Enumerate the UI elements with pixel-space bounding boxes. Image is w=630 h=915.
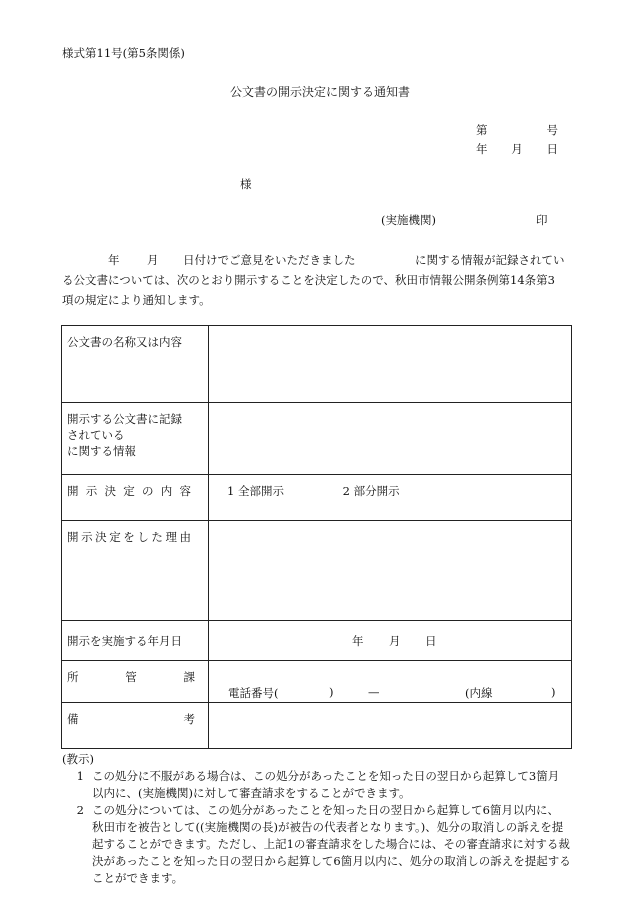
- seal-mark: 印: [536, 213, 548, 227]
- body-day-text: 日付けでご意見をいただきました: [183, 253, 356, 267]
- addressee-suffix: 様: [240, 177, 252, 191]
- label-char: 示: [81, 530, 93, 544]
- row-implementation-date: [62, 621, 572, 661]
- document-title: 公文書の開示決定に関する通知書: [230, 85, 411, 99]
- label-char: た: [151, 530, 163, 544]
- date-year: 年: [476, 142, 488, 156]
- label-responsible-section: [62, 661, 209, 703]
- row-remarks: [62, 703, 572, 749]
- phone-dash: —: [368, 685, 380, 699]
- label-disclosed-info: [62, 403, 209, 475]
- label-implementation-date: 開示を実施する年月日: [62, 621, 209, 661]
- body-line-1: [62, 250, 572, 270]
- label-char: 決: [104, 484, 116, 498]
- label-char: 定: [109, 530, 121, 544]
- number-prefix: 第: [476, 123, 488, 137]
- instruction-text: [92, 768, 577, 802]
- label-char: 由: [179, 530, 191, 544]
- body-year: 年: [108, 253, 120, 267]
- instruction-line: 決があったことを知った日の翌日から起算して6箇月以内に、処分の取消しの訴えを提起する: [92, 854, 571, 868]
- value-disclosed-info[interactable]: [209, 403, 572, 475]
- label-remarks: [62, 703, 209, 749]
- row-decision-content: [62, 475, 572, 521]
- impl-year: 年: [352, 634, 364, 648]
- instruction-line: 秋田市を被告として((実施機関の長)が被告の代表者となります。)、処分の取消しの訴えを提: [92, 820, 564, 834]
- row-disclosed-info: [62, 403, 572, 475]
- label-disclosed-info-line-3: に関する情報: [67, 444, 136, 458]
- label-char: 決: [95, 530, 107, 544]
- instruction-text: [92, 802, 577, 887]
- notice-body: [62, 250, 572, 310]
- instruction-line: 以内に、(実施機関)に対して審査請求をすることができます。: [92, 786, 411, 800]
- extension-label: (内線: [465, 686, 493, 700]
- label-char: 管: [125, 670, 137, 684]
- phone-close-paren: ): [329, 685, 334, 699]
- issuer: (実施機関): [381, 213, 436, 227]
- label-document-name: 公文書の名称又は内容: [62, 326, 209, 403]
- label-char: 理: [165, 530, 177, 544]
- label-char: 開: [67, 484, 79, 498]
- label-decision-content-text: [67, 483, 191, 499]
- body-line1-rest: に関する情報が記録されてい: [415, 253, 565, 267]
- label-char: を: [123, 530, 135, 544]
- number-suffix: 号: [546, 123, 558, 137]
- label-disclosed-info-line-1: 開示する公文書に記録: [67, 412, 182, 426]
- label-responsible-section-text: [67, 669, 195, 685]
- extension-close-paren: ): [551, 685, 556, 699]
- label-char: 備: [67, 712, 79, 726]
- disclosure-table: [61, 325, 572, 749]
- label-char: 内: [160, 484, 173, 498]
- implementation-date-fields: [209, 633, 571, 649]
- phone-label: 電話番号(: [228, 686, 279, 700]
- label-char: 考: [183, 712, 195, 726]
- label-decision-reason: [62, 521, 209, 621]
- date-line: [476, 141, 558, 157]
- value-responsible-section[interactable]: [209, 661, 572, 703]
- body-line-3: 項の規定により通知します。: [62, 293, 211, 307]
- instruction-line: この処分については、この処分があったことを知った日の翌日から起算して6箇月以内に、: [92, 803, 559, 817]
- instruction-line: この処分に不服がある場合は、この処分があったことを知った日の翌日から起算して3箇月: [92, 769, 560, 783]
- document-number-line: [476, 122, 558, 138]
- label-remarks-text: [67, 711, 195, 727]
- value-implementation-date[interactable]: [209, 621, 572, 661]
- impl-month: 月: [389, 634, 401, 648]
- body-line-2: る公文書については、次のとおり開示することを決定したので、秋田市情報公開条例第14条第3: [62, 273, 555, 287]
- body-month: 月: [147, 253, 159, 267]
- impl-day: 日: [425, 634, 437, 648]
- label-char: 所: [67, 670, 79, 684]
- instruction-number: 1: [76, 769, 84, 783]
- label-char: 開: [67, 530, 79, 544]
- label-char: し: [137, 530, 149, 544]
- phone-number-line: [209, 685, 571, 701]
- instructions: [62, 751, 577, 887]
- label-char: 示: [85, 484, 98, 498]
- value-decision-reason[interactable]: [209, 521, 572, 621]
- instruction-line: 起することができます。ただし、上記1の審査請求をした場合には、その審査請求に対する裁: [92, 837, 570, 851]
- value-remarks[interactable]: [209, 703, 572, 749]
- label-char: 容: [179, 484, 191, 498]
- form-number: 様式第11号(第5条関係): [62, 46, 185, 60]
- instruction-item-2: [62, 802, 577, 887]
- row-decision-reason: [62, 521, 572, 621]
- instructions-heading: (教示): [62, 752, 94, 766]
- label-disclosed-info-line-2: されている: [67, 428, 125, 442]
- row-document-name: [62, 326, 572, 403]
- label-char: 課: [183, 670, 195, 684]
- label-char: 定: [123, 484, 135, 498]
- value-decision-content: [209, 475, 572, 521]
- date-month: 月: [511, 142, 523, 156]
- option-full-disclosure[interactable]: 1 全部開示: [227, 484, 284, 498]
- date-day: 日: [546, 142, 558, 156]
- instruction-line: ことができます。: [92, 871, 184, 885]
- row-responsible-section: [62, 661, 572, 703]
- label-decision-content: [62, 475, 209, 521]
- instruction-number: 2: [76, 803, 84, 817]
- value-document-name[interactable]: [209, 326, 572, 403]
- label-char: の: [142, 484, 154, 498]
- instruction-item-1: [62, 768, 577, 802]
- label-decision-reason-text: [67, 529, 191, 545]
- option-partial-disclosure[interactable]: 2 部分開示: [342, 484, 400, 498]
